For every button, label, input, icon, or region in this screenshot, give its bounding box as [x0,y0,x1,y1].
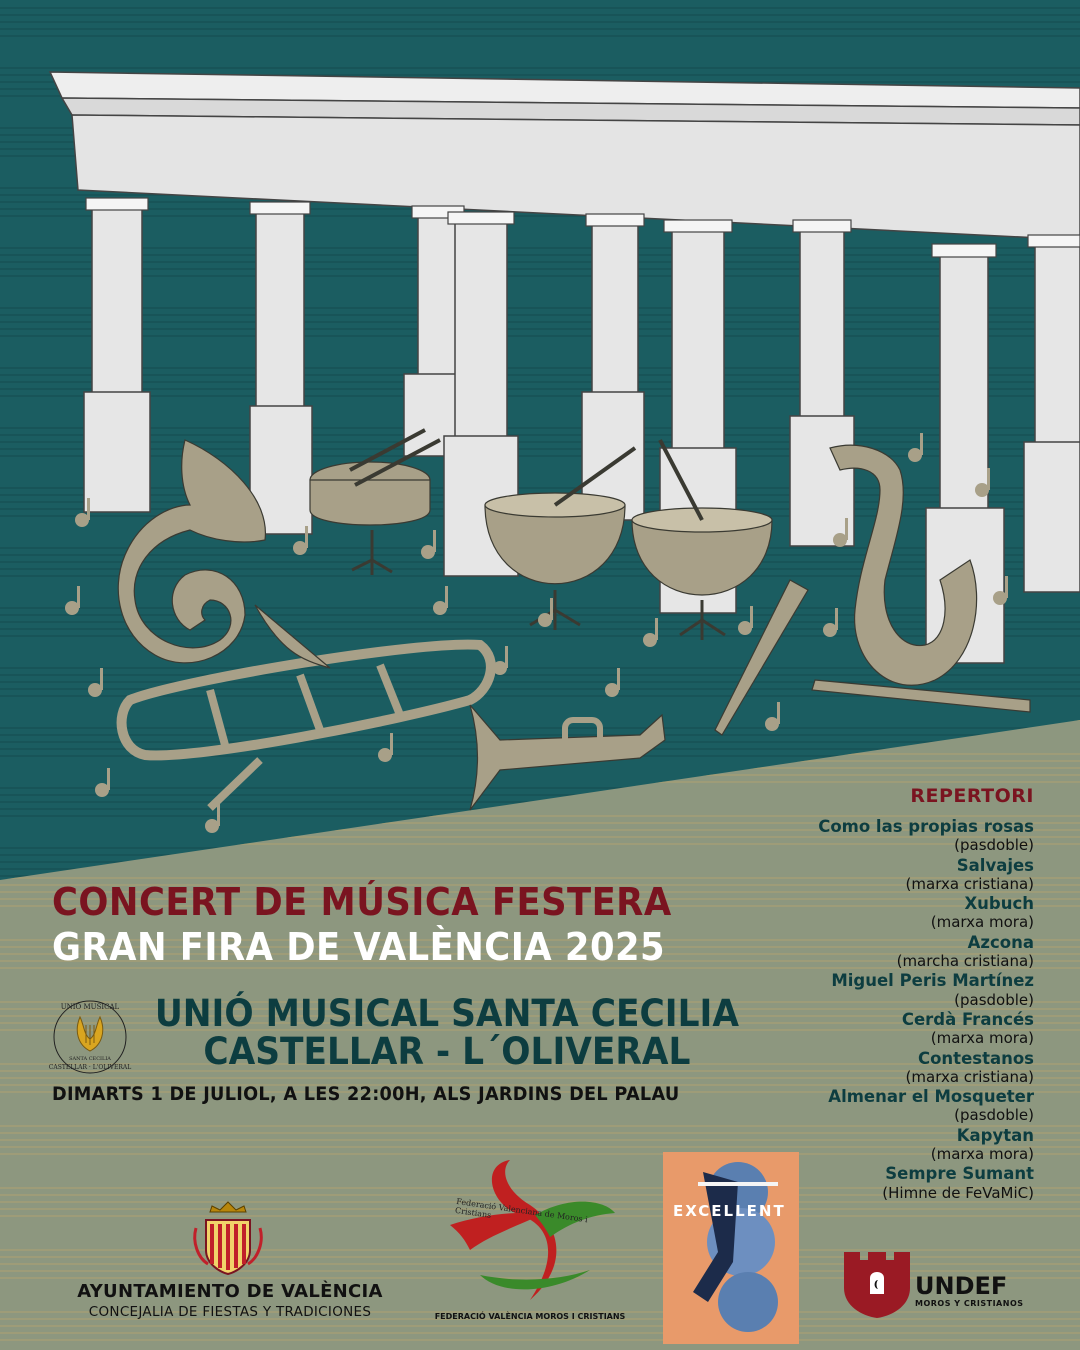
piece-type: (pasdoble) [954,990,1034,1009]
clarinet-icon [715,580,808,735]
undef-name: UNDEF [915,1272,1008,1300]
piece-type: (marxa mora) [930,1029,1034,1048]
piece-type: (marxa mora) [930,1145,1034,1164]
event-date: DIMARTS 1 DE JULIOL, A LES 22:00H, ALS JARDINS DEL PALAU [52,1083,680,1105]
piece-type: (Himne de FeVaMiC) [882,1183,1034,1202]
trumpet-icon [470,705,665,810]
piece-type: (marxa mora) [930,913,1034,932]
federacio-script: Federació Valenciana de Moros i Cristians [454,1196,589,1225]
repertoire-title: REPERTORI [910,785,1034,807]
piece-name: Kapytan [956,1125,1034,1145]
band-name: UNIÓ MUSICAL SANTA CECILIA [154,992,739,1035]
undef-subtitle: MOROS Y CRISTIANOS [915,1299,1024,1308]
excellent-book-cover [663,1152,799,1344]
list-item [734,933,1034,972]
piece-type: (marxa cristiana) [905,1067,1034,1086]
ayuntamiento-department: CONCEJALIA DE FIESTAS Y TRADICIONES [88,1304,372,1320]
band-logo-middle: SANTA CECILIA [69,1056,111,1062]
book-title: EXCELLENT [673,1202,786,1220]
repertoire-list [734,785,1034,1203]
lyre-icon [48,995,132,1079]
federacio-name: FEDERACIÓ VALÈNCIA MOROS I CRISTIANS [434,1312,626,1321]
undef-castle-icon [842,1248,912,1320]
piece-type: (pasdoble) [954,1106,1034,1125]
piece-type: (pasdoble) [954,836,1034,855]
piece-type: (marxa cristiana) [905,874,1034,893]
list-item [734,817,1034,856]
piece-name: Cerdà Francés [901,1009,1034,1029]
event-subtitle: GRAN FIRA DE VALÈNCIA 2025 [52,925,666,969]
list-item [734,971,1034,1010]
snare-drum-icon [310,430,440,575]
piece-name: Como las propias rosas [818,817,1034,836]
sousaphone-icon [118,440,265,663]
trombone-icon [122,605,491,808]
piece-name: Salvajes [956,855,1034,875]
band-location: CASTELLAR - L´OLIVERAL [203,1030,691,1073]
saxophone-icon [830,445,977,685]
list-item [734,1010,1034,1049]
piece-name: Contestanos [917,1048,1034,1068]
list-item [734,1087,1034,1126]
piece-name: Sempre Sumant [885,1164,1034,1184]
list-item [734,856,1034,895]
band-logo-bottom: CASTELLAR · L'OLIVERAL [48,1064,132,1071]
piece-name: Xubuch [964,894,1034,914]
piece-name: Almenar el Mosqueter [828,1087,1034,1107]
valencia-coat-of-arms-icon [188,1198,268,1278]
concert-title: CONCERT DE MÚSICA FESTERA [52,880,672,924]
piece-name: Azcona [967,932,1034,952]
timpani-icon [485,448,635,630]
list-item [734,1049,1034,1088]
ayuntamiento-name: AYUNTAMIENTO DE VALÈNCIA [77,1281,383,1302]
piece-type: (marcha cristiana) [896,952,1034,971]
band-logo-top: UNIÓ MUSICAL [60,1003,120,1011]
book-illustration [663,1152,799,1344]
piece-name: Miguel Peris Martínez [831,971,1034,991]
list-item [734,894,1034,933]
